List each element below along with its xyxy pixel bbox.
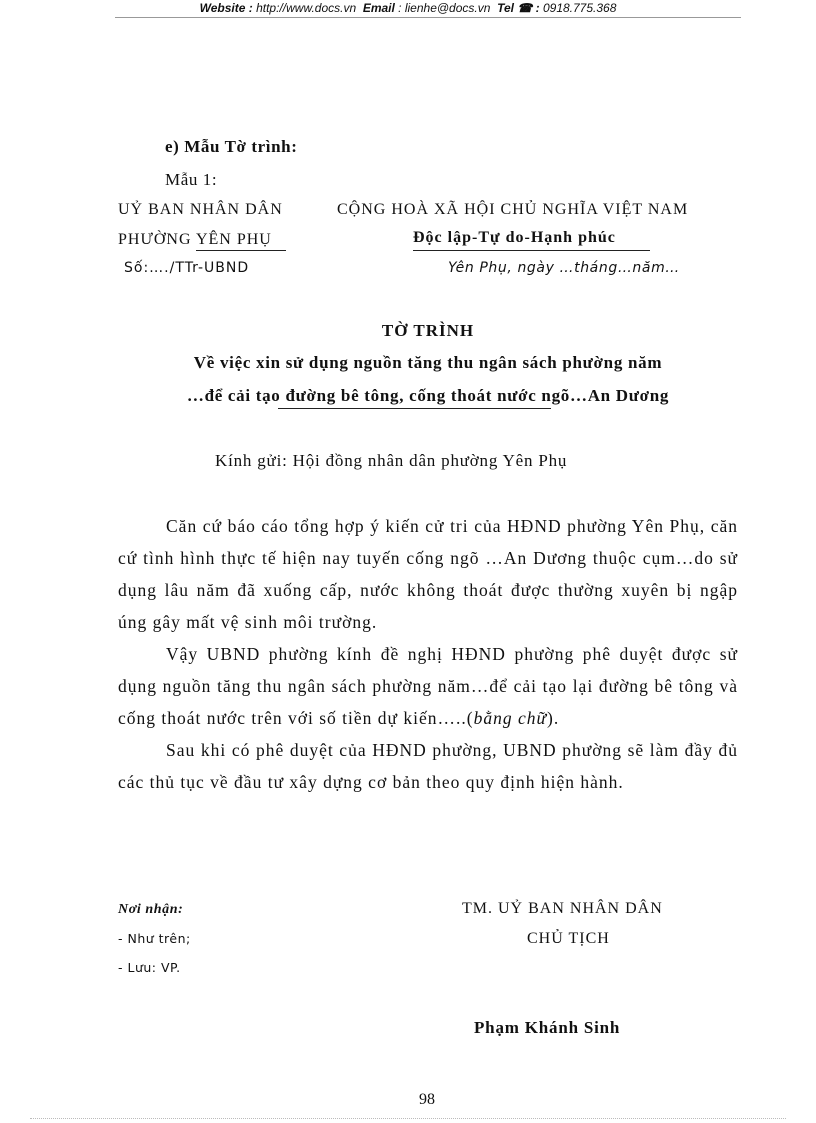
tel-value: 0918.775.368 [542,1,617,15]
website-link[interactable]: http://www.docs.vn [256,1,357,15]
recipients-label: Nơi nhận: [118,902,184,917]
tel-label: Tel [497,1,514,15]
email-label: Email [362,1,395,15]
recipient-item-1: - Như trên; [118,931,191,946]
org-line2: PHƯỜNG YÊN PHỤ [118,231,272,248]
signature-org: TM. UỶ BAN NHÂN DÂN [462,900,663,917]
body-paragraph-3: Sau khi có phê duyệt của HĐND phường, UBND phường sẽ làm đầy đủ các thủ tục về đầu tư xây dựng cơ bản theo quy định hiện hành. [118,740,738,792]
site-header: Website : http://www.docs.vn Email : lienhe@docs.vn Tel ☎ : 0918.775.368 [199,1,617,15]
body-text [118,510,738,798]
motto-underline [413,250,650,251]
form-label: Mẫu 1: [165,170,218,189]
body-paragraph-2-end: ). [547,708,560,728]
place-date: Yên Phụ, ngày …tháng…năm… [448,260,680,276]
recipient-line: Kính gửi: Hội đồng nhân dân phường Yên Phụ [215,451,568,470]
body-paragraph-2-italic: bằng chữ [473,708,548,728]
org-line1: UỶ BAN NHÂN DÂN [118,201,283,218]
subject-line2: …để cải tạo đường bê tông, cống thoát nước ngõ…An Dương [186,386,670,405]
body-paragraph-1: Căn cứ báo cáo tổng hợp ý kiến cử tri của HĐND phường Yên Phụ, căn cứ tình hình thực tế hiện nay tuyến cống ngõ …An Dương thuộc cụm…do sử dụng lâu năm đã xuống cấp, nước không thoát được thường xuyên bị ngập úng gây mất vệ sinh môi trường. [118,516,738,632]
country-name: CỘNG HOÀ XÃ HỘI CHỦ NGHĨA VIỆT NAM [337,201,689,218]
national-motto: Độc lập-Tự do-Hạnh phúc [413,229,616,246]
org-underline [196,250,286,251]
phone-icon: ☎ [517,1,533,15]
body-paragraph-2 [118,638,738,734]
page-number: 98 [419,1091,435,1108]
subject-underline [278,408,551,409]
doc-number: Số:…./TTr-UBND [124,260,250,276]
section-title: e) Mẫu Tờ trình: [165,137,298,156]
doc-title: TỜ TRÌNH [381,321,475,340]
body-paragraph-2-main: Vậy UBND phường kính đề nghị HĐND phường phê duyệt được sử dụng nguồn tăng thu ngân sách phường năm…để cải tạo lại đường bê tông và cống thoát nước trên với số tiền dự kiến…..( [118,644,738,728]
signer-name: Phạm Khánh Sinh [474,1018,621,1037]
header-divider [115,17,741,18]
website-label: Website [199,1,246,15]
signature-title: CHỦ TỊCH [527,930,610,947]
subject-line1: Về việc xin sử dụng nguồn tăng thu ngân sách phường năm [193,353,663,372]
footer-divider [30,1118,786,1119]
email-link[interactable]: lienhe@docs.vn [404,1,491,15]
recipient-item-2: - Lưu: VP. [118,960,181,975]
